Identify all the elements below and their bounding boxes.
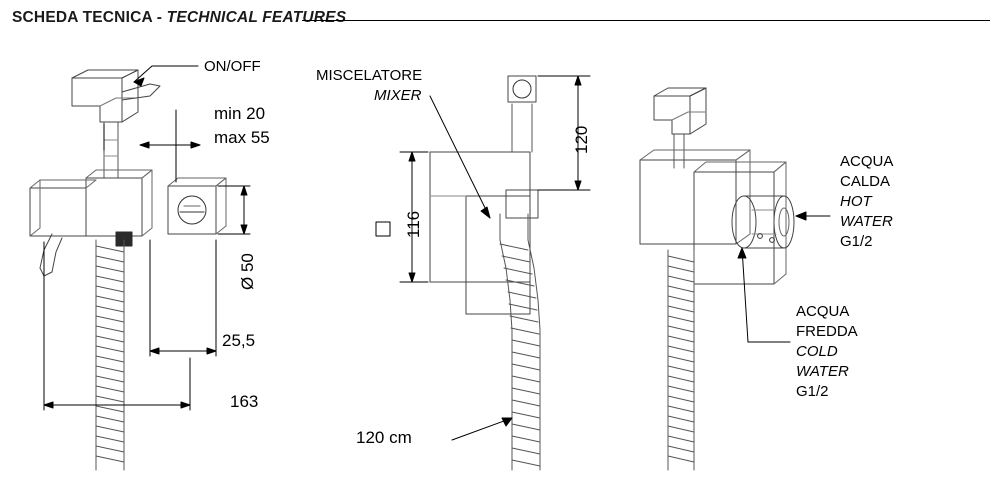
label-g12-cold: G1/2: [796, 383, 829, 400]
page-title-en: TECHNICAL FEATURES: [166, 9, 347, 26]
view3-connections: [640, 88, 830, 470]
label-hot: HOT: [840, 193, 872, 210]
label-acqua-hot: ACQUA: [840, 153, 894, 170]
page-title-it: SCHEDA TECNICA -: [12, 9, 167, 26]
label-120-height: 120: [572, 125, 591, 154]
label-g12-hot: G1/2: [840, 233, 873, 250]
label-water-cold: WATER: [796, 363, 849, 380]
label-diameter-50: Ø 50: [238, 253, 257, 290]
view1-bidet-spray-front: [30, 66, 250, 470]
label-calda: CALDA: [840, 173, 891, 190]
label-163: 163: [230, 392, 259, 411]
view2-mixer-side: [376, 76, 590, 470]
label-acqua-cold: ACQUA: [796, 303, 850, 320]
label-cold: COLD: [796, 343, 838, 360]
label-min-20: min 20: [214, 104, 266, 123]
label-miscelatore: MISCELATORE: [316, 67, 423, 84]
label-water-hot: WATER: [840, 213, 893, 230]
label-onoff: ON/OFF: [204, 58, 261, 75]
label-fredda: FREDDA: [796, 323, 858, 340]
label-mixer: MIXER: [374, 87, 422, 104]
label-max-55: max 55: [214, 128, 270, 147]
label-120-cm: 120 cm: [356, 428, 412, 447]
label-25-5: 25,5: [222, 331, 256, 350]
label-116-square: 116: [404, 210, 423, 238]
